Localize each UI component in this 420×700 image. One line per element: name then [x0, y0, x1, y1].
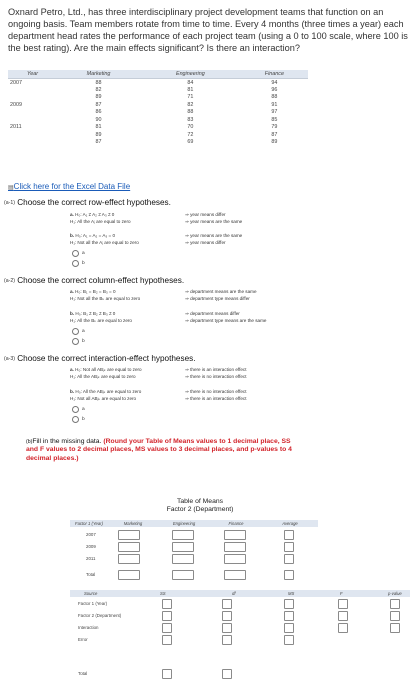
data-cell: 96: [271, 86, 278, 93]
radio-circle-icon[interactable]: [72, 250, 79, 257]
anova-input-box[interactable]: [390, 623, 400, 633]
data-cell: 88: [271, 94, 278, 101]
data-cell: 82: [187, 101, 194, 108]
radio-circle-icon[interactable]: [72, 338, 79, 345]
data-cell: 79: [271, 124, 278, 131]
col-year: Year: [8, 70, 57, 79]
radio-circle-icon[interactable]: [72, 416, 79, 423]
means-total-input-box[interactable]: [118, 570, 140, 580]
anova-input-box[interactable]: [284, 623, 294, 633]
data-cell: 97: [271, 109, 278, 116]
anova-total-label: Total: [78, 671, 88, 676]
means-col-average: Average: [262, 520, 318, 527]
q2-option-a-hypotheses: a. H₀: B₁ = B₂ = B₃ = 0 H₁: Not all the Bₖ are equal to zero: [70, 289, 141, 301]
data-cell: 72: [187, 131, 194, 138]
data-cell: 87: [95, 101, 102, 108]
data-cell: 70: [187, 124, 194, 131]
q2-radio-b[interactable]: b: [72, 336, 232, 346]
means-input-box[interactable]: [224, 542, 246, 552]
anova-row-label: Factor 2 (Department): [78, 613, 122, 618]
anova-total-input-box[interactable]: [222, 669, 232, 679]
question-b: (b)Fill in the missing data. (Round your Table of Means values to 1 decimal place, SS and F values to 2 decimal places, MS values to 3 decimal places, and p-values to 4 decimal places.): [26, 438, 292, 462]
data-cell: 85: [271, 116, 278, 123]
anova-row-label: Interaction: [78, 625, 99, 630]
means-input-box[interactable]: [118, 554, 140, 564]
data-row: [8, 79, 308, 87]
data-table-body: [8, 79, 308, 147]
data-cell: 81: [95, 124, 102, 131]
q1-option-b-hypotheses: b. H₀: A₁ = A₂ = A₃ = 0 H₁: Not all the Aⱼ are equal to zero: [70, 233, 139, 245]
q3-option-a-hypotheses: a. H₀: Not all ABⱼₖ are equal to zero H₁: All the ABⱼₖ are equal to zero: [70, 367, 142, 379]
data-cell: [8, 131, 57, 139]
data-cell: 71: [187, 94, 194, 101]
q3-option-a-meaning: ⇒ there is an interaction effect ⇒ there is no interaction effect: [185, 367, 247, 379]
data-cell: 89: [95, 94, 102, 101]
anova-input-box[interactable]: [222, 623, 232, 633]
q1-option-a-meaning: ⇒ year means differ ⇒ year means are the same: [185, 212, 243, 224]
data-cell: 83: [187, 116, 194, 123]
data-cell: [8, 116, 57, 124]
q1-radio-group: [72, 248, 232, 268]
data-cell: 82: [95, 86, 102, 93]
data-row: [8, 139, 308, 147]
means-col-marketing: Marketing: [108, 520, 158, 527]
means-row-label: 2007: [86, 532, 96, 537]
question-a1: (a-1) Choose the correct row-effect hypotheses.: [4, 198, 171, 207]
q2-radio-a[interactable]: a: [72, 326, 232, 336]
q3-radio-a[interactable]: a: [72, 404, 232, 414]
means-input-box[interactable]: [224, 530, 246, 540]
anova-input-box[interactable]: [284, 611, 294, 621]
means-col-finance: Finance: [210, 520, 262, 527]
data-cell: 86: [95, 109, 102, 116]
data-row: [8, 109, 308, 117]
q1-radio-b[interactable]: b: [72, 258, 232, 268]
anova-input-box[interactable]: [284, 635, 294, 645]
anova-input-box[interactable]: [162, 635, 172, 645]
radio-circle-icon[interactable]: [72, 406, 79, 413]
means-total-input-box[interactable]: [284, 570, 294, 580]
data-row: [8, 86, 308, 94]
data-cell: [8, 86, 57, 94]
q2-option-a-meaning: ⇒ department means are the same ⇒ department type means differ: [185, 289, 257, 301]
rounding-instructions: (Round your Table of Means values to 1 decimal place, SS and F values to 2 decimal places, MS values to 3 decimal places, and p-values to 4 decimal places.): [26, 438, 292, 462]
anova-input-box[interactable]: [222, 611, 232, 621]
data-cell: [8, 109, 57, 117]
means-table-title: Table of Means Factor 2 (Department): [166, 498, 234, 513]
data-cell: 87: [271, 131, 278, 138]
anova-row-label: Error: [78, 637, 88, 642]
col-engineering: Engineering: [140, 70, 241, 79]
data-cell: 89: [95, 131, 102, 138]
data-cell: 88: [95, 79, 102, 86]
anova-input-box[interactable]: [162, 611, 172, 621]
q2-radio-group: [72, 326, 232, 346]
means-input-box[interactable]: [284, 542, 294, 552]
data-cell: 2011: [10, 124, 22, 131]
means-input-box[interactable]: [224, 554, 246, 564]
anova-header: [70, 590, 410, 597]
anova-col-df: df: [232, 591, 236, 596]
q3-radio-group: [72, 404, 232, 424]
excel-file-icon: ▤: [8, 185, 14, 191]
means-col-engineering: Engineering: [158, 520, 210, 527]
anova-col-source: Source: [84, 591, 98, 596]
problem-statement: Oxnard Petro, Ltd., has three interdisciplinary project development teams that function on an ongoing basis. Team members rotate from time to time. Every 4 months (three times a year) each department head rates the performance of each project team (using a 0 to 100 scale, where 100 is the best rating). Are the main effects significant? Is there an interaction?: [8, 7, 408, 53]
data-cell: 89: [271, 139, 278, 146]
excel-link-label: Click here for the Excel Data File: [13, 182, 131, 191]
anova-input-box[interactable]: [162, 623, 172, 633]
question-a2: (a-2) Choose the correct column-effect hypotheses.: [4, 276, 185, 285]
means-total-input-box[interactable]: [224, 570, 246, 580]
q3-option-b-meaning: ⇒ there is no interaction effect ⇒ there is an interaction effect: [185, 389, 247, 401]
anova-input-box[interactable]: [222, 599, 232, 609]
means-row-label: 2011: [86, 556, 96, 561]
anova-col-f: F: [340, 591, 343, 596]
data-cell: 2009: [10, 101, 22, 108]
data-row: [8, 101, 308, 109]
anova-col-ms: MS: [288, 591, 295, 596]
means-input-box[interactable]: [172, 554, 194, 564]
means-total-label: Total: [86, 572, 96, 577]
means-total-input-box[interactable]: [172, 570, 194, 580]
data-cell: 87: [95, 139, 102, 146]
anova-input-box[interactable]: [338, 599, 348, 609]
q1-radio-a[interactable]: a: [72, 248, 232, 258]
means-input-box[interactable]: [118, 542, 140, 552]
data-cell: [8, 94, 57, 102]
means-row-label: 2009: [86, 544, 96, 549]
data-cell: 81: [187, 86, 194, 93]
anova-total-input-box[interactable]: [162, 669, 172, 679]
q1-option-a-hypotheses: a. H₀: A₁ ≠ A₂ ≠ A₃ ≠ 0 H₁: All the Aⱼ are equal to zero: [70, 212, 131, 224]
anova-col-ss: SS: [160, 591, 166, 596]
q2-option-b-meaning: ⇒ department means differ ⇒ department type means are the same: [185, 311, 267, 323]
means-input-box[interactable]: [284, 530, 294, 540]
anova-input-box[interactable]: [338, 611, 348, 621]
data-cell: 90: [95, 116, 102, 123]
means-col-factor1: Factor 1 (Year): [70, 520, 108, 527]
col-marketing: Marketing: [57, 70, 140, 79]
anova-input-box[interactable]: [284, 599, 294, 609]
anova-row-label: Factor 1 (Year): [78, 601, 108, 606]
excel-link[interactable]: [8, 182, 130, 191]
means-input-box[interactable]: [172, 542, 194, 552]
data-table: [8, 70, 308, 146]
anova-input-box[interactable]: [390, 599, 400, 609]
means-input-box[interactable]: [118, 530, 140, 540]
anova-input-box[interactable]: [222, 635, 232, 645]
data-cell: 91: [271, 101, 278, 108]
data-cell: 94: [271, 79, 278, 86]
q3-option-b-hypotheses: b. H₀: All the ABⱼₖ are equal to zero H₁: Not all ABⱼₖ are equal to zero: [70, 389, 142, 401]
data-row: [8, 124, 308, 132]
q1-option-b-meaning: ⇒ year means are the same ⇒ year means differ: [185, 233, 243, 245]
data-cell: 84: [187, 79, 194, 86]
data-cell: 69: [187, 139, 194, 146]
radio-circle-icon[interactable]: [72, 328, 79, 335]
means-input-box[interactable]: [172, 530, 194, 540]
means-input-box[interactable]: [284, 554, 294, 564]
data-row: [8, 116, 308, 124]
data-row: [8, 131, 308, 139]
anova-input-box[interactable]: [338, 623, 348, 633]
data-cell: 88: [187, 109, 194, 116]
data-row: [8, 94, 308, 102]
data-cell: 2007: [10, 79, 22, 86]
col-finance: Finance: [241, 70, 308, 79]
data-cell: [8, 139, 57, 147]
question-a3: (a-3) Choose the correct interaction-effect hypotheses.: [4, 354, 196, 363]
q3-radio-b[interactable]: b: [72, 414, 232, 424]
anova-col-pvalue: p-value: [388, 591, 402, 596]
radio-circle-icon[interactable]: [72, 260, 79, 267]
anova-input-box[interactable]: [390, 611, 400, 621]
q2-option-b-hypotheses: b. H₀: B₁ ≠ B₂ ≠ B₃ ≠ 0 H₁: All the Bₖ are equal to zero: [70, 311, 132, 323]
anova-input-box[interactable]: [162, 599, 172, 609]
